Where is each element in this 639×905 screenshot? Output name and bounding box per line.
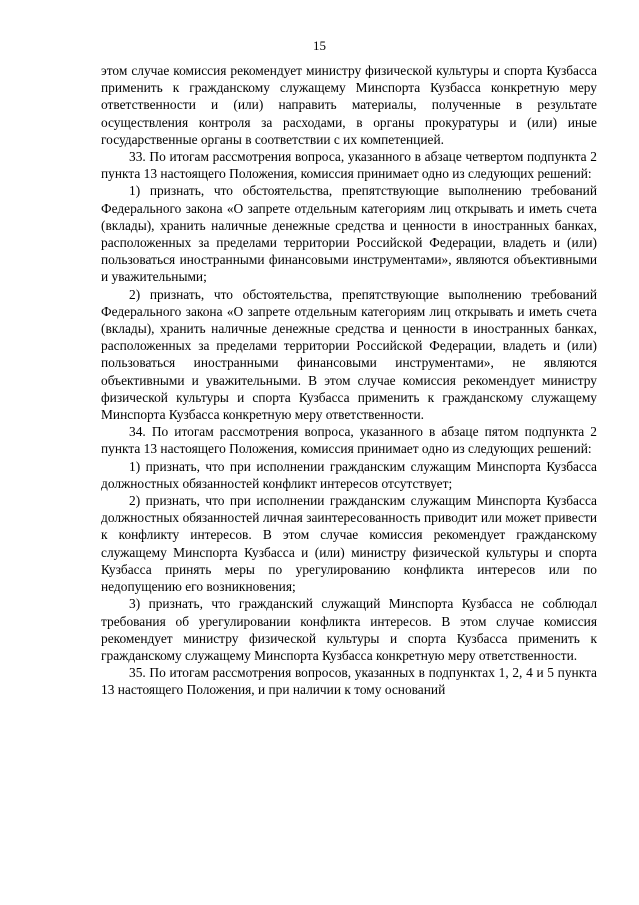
paragraph-34-item-1: 1) признать, что при исполнении гражданским служащим Минспорта Кузбасса должностных обязанностей конфликт интересов отсутствует; (101, 458, 597, 491)
paragraph-34: 34. По итогам рассмотрения вопроса, указанного в абзаце пятом подпункта 2 пункта 13 настоящего Положения, комиссия принимает одно из следующих решений: (101, 424, 597, 457)
paragraph-continuation: этом случае комиссия рекомендует министру физической культуры и спорта Кузбасса применить к гражданскому служащему Минспорта Кузбасса конкретную меру ответственности и (или) направить материалы, полученные в результате осуществления контроля за расходами, в органы прокуратуры и (или) иные государственные органы в соответствии с их компетенцией. (101, 63, 597, 147)
paragraph-35: 35. По итогам рассмотрения вопросов, указанных в подпунктах 1, 2, 4 и 5 пункта 13 настоящего Положения, и при наличии к тому оснований (101, 665, 597, 698)
paragraph-33-item-1: 1) признать, что обстоятельства, препятствующие выполнению требований Федерального закона «О запрете отдельным категориям лиц открывать и иметь счета (вклады), хранить наличные денежные средства и ценности в иностранных банках, расположенных за пределами территории Российской Федерации, владеть и (или) пользоваться иностранными финансовыми инструментами», являются объективными и уважительными; (101, 183, 597, 285)
paragraph-34-item-3: 3) признать, что гражданский служащий Минспорта Кузбасса не соблюдал требования об урегулировании конфликта интересов. В этом случае комиссия рекомендует министру физической культуры и спорта Кузбасса применить к гражданскому служащему Минспорта Кузбасса конкретную меру ответственности. (101, 596, 597, 663)
paragraph-34-item-2: 2) признать, что при исполнении гражданским служащим Минспорта Кузбасса должностных обязанностей личная заинтересованность приводит или может привести к конфликту интересов. В этом случае комиссия рекомендует гражданскому служащему Минспорта Кузбасса и (или) министру физической культуры и спорта Кузбасса принять меры по урегулированию конфликта интересов или по недопущению его возникновения; (101, 493, 597, 595)
paragraph-33-item-2: 2) признать, что обстоятельства, препятствующие выполнению требований Федерального закона «О запрете отдельным категориям лиц открывать и иметь счета (вклады), хранить наличные денежные средства и ценности в иностранных банках, расположенных за пределами территории Российской Федерации, владеть и (или) пользоваться иностранными финансовыми инструментами», не являются объективными и уважительными. В этом случае комиссия рекомендует министру физической культуры и спорта Кузбасса применить к гражданскому служащему Минспорта Кузбасса конкретную меру ответственности. (101, 286, 597, 423)
paragraph-33: 33. По итогам рассмотрения вопроса, указанного в абзаце четвертом подпункта 2 пункта 13 настоящего Положения, комиссия принимает одно из следующих решений: (101, 149, 597, 182)
document-body (101, 62, 597, 699)
page-number: 15 (313, 38, 326, 53)
